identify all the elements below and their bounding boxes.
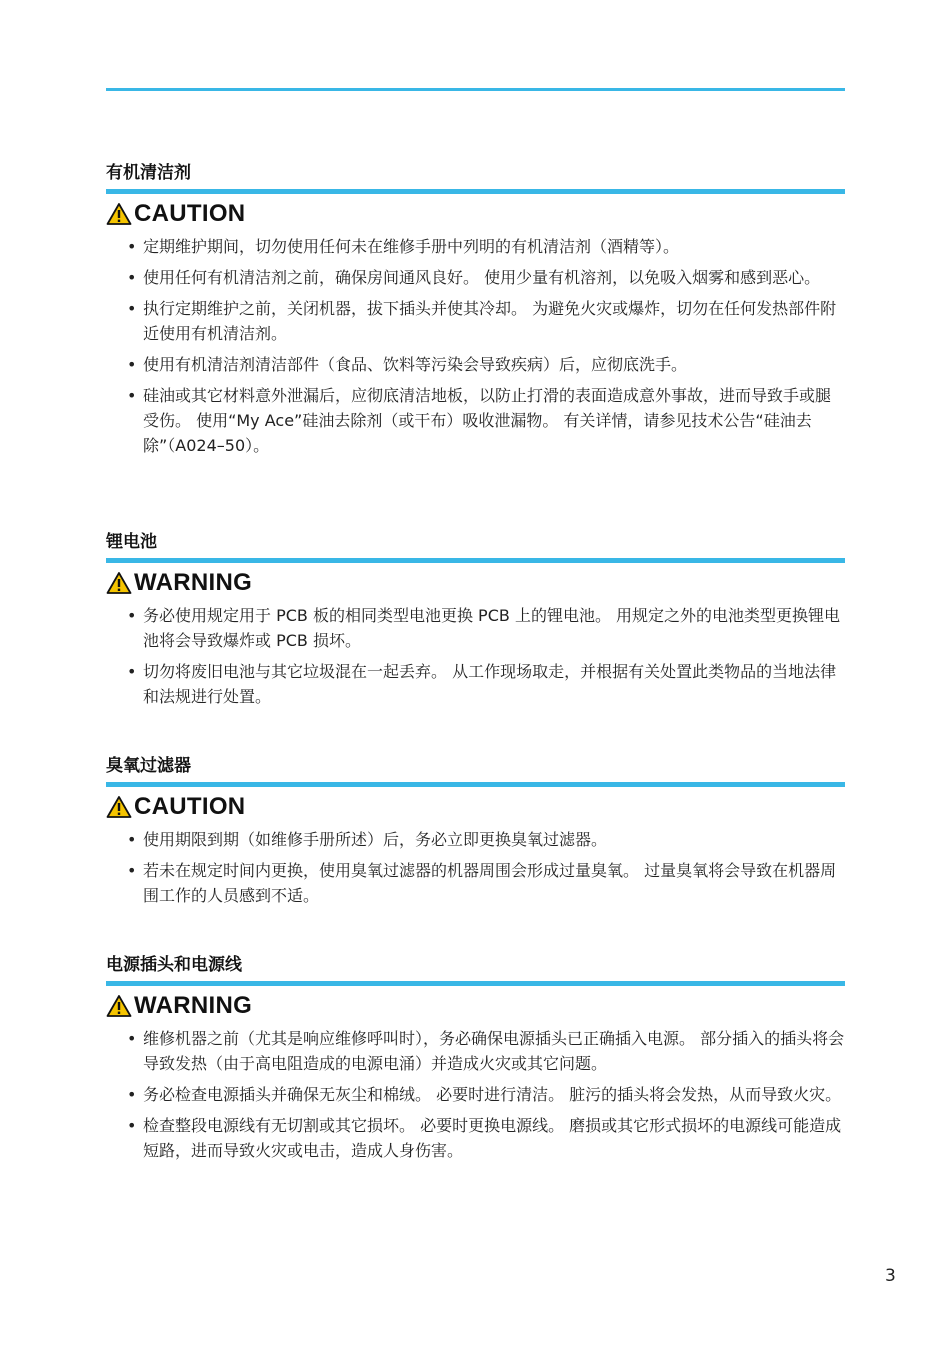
section-organic-cleaners bbox=[106, 161, 845, 464]
list-item: • 维修机器之前（尤其是响应维修呼叫时），务必确保电源插头已正确插入电源。 部分插入的插头将会导致发热（由于高电阻造成的电源电涌）并造成火灾或其它问题。 bbox=[127, 1029, 845, 1073]
top-rule bbox=[106, 88, 845, 91]
section-power-plug-cord bbox=[106, 953, 845, 1169]
list-item-text: 切勿将废旧电池与其它垃圾混在一起丢弃。 从工作现场取走，并根据有关处置此类物品的当地法律和法规进行处置。 bbox=[143, 662, 837, 706]
caution-alert bbox=[106, 200, 845, 228]
section-heading: 电源插头和电源线 bbox=[106, 955, 242, 975]
list-item: • 定期维护期间，切勿使用任何未在维修手册中列明的有机清洁剂（酒精等）。 bbox=[127, 237, 680, 256]
warning-triangle-icon bbox=[106, 795, 132, 819]
alert-label: WARNING bbox=[134, 569, 253, 596]
alert-label: CAUTION bbox=[134, 793, 246, 820]
section-ozone-filter bbox=[106, 754, 845, 914]
list-item-text: 执行定期维护之前，关闭机器，拔下插头并使其冷却。 为避免火灾或爆炸，切勿在任何发热部件附近使用有机清洁剂。 bbox=[143, 299, 837, 343]
warning-triangle-icon bbox=[106, 571, 132, 595]
list-item-text: 维修机器之前（尤其是响应维修呼叫时），务必确保电源插头已正确插入电源。 部分插入的插头将会导致发热（由于高电阻造成的电源电涌）并造成火灾或其它问题。 bbox=[143, 1029, 845, 1073]
list-item: • 使用任何有机清洁剂之前，确保房间通风良好。 使用少量有机溶剂，以免吸入烟雾和感到恶心。 bbox=[127, 268, 821, 287]
alert-label: CAUTION bbox=[134, 200, 246, 227]
heading-rule bbox=[106, 782, 845, 787]
warning-triangle-icon bbox=[106, 994, 132, 1018]
list-item: • 使用期限到期（如维修手册所述）后，务必立即更换臭氧过滤器。 bbox=[127, 830, 608, 849]
warning-alert bbox=[106, 992, 845, 1020]
alert-label: WARNING bbox=[134, 992, 253, 1019]
list-item: • 务必检查电源插头并确保无灰尘和棉绒。 必要时进行清洁。 脏污的插头将会发热，从而导致火灾。 bbox=[127, 1085, 842, 1104]
heading-rule bbox=[106, 189, 845, 194]
list-item-text: 使用期限到期（如维修手册所述）后，务必立即更换臭氧过滤器。 bbox=[143, 830, 608, 849]
list-item: • 执行定期维护之前，关闭机器，拔下插头并使其冷却。 为避免火灾或爆炸，切勿在任何发热部件附近使用有机清洁剂。 bbox=[127, 299, 837, 343]
section-heading: 锂电池 bbox=[106, 532, 157, 552]
warning-alert bbox=[106, 569, 845, 597]
list-item: • 务必使用规定用于 PCB 板的相同类型电池更换 PCB 上的锂电池。 用规定之外的电池类型更换锂电池将会导致爆炸或 PCB 损坏。 bbox=[127, 606, 841, 650]
list-item: • 硅油或其它材料意外泄漏后，应彻底清洁地板，以防止打滑的表面造成意外事故，进而导致手或腿受伤。 使用“My Ace”硅油去除剂（或干布）吸收泄漏物。 有关详情，请参见技术公告“硅油去除”（A024–50）。 bbox=[127, 386, 832, 455]
list-item-text: 若未在规定时间内更换，使用臭氧过滤器的机器周围会形成过量臭氧。 过量臭氧将会导致在机器周围工作的人员感到不适。 bbox=[143, 861, 837, 905]
bullet-list bbox=[106, 603, 845, 709]
bullet-list bbox=[106, 1026, 845, 1163]
warning-triangle-icon bbox=[106, 202, 132, 226]
list-item-text: 务必检查电源插头并确保无灰尘和棉绒。 必要时进行清洁。 脏污的插头将会发热，从而导致火灾。 bbox=[143, 1085, 842, 1104]
list-item-text: 使用任何有机清洁剂之前，确保房间通风良好。 使用少量有机溶剂，以免吸入烟雾和感到恶心。 bbox=[143, 268, 821, 287]
list-item-text: 检查整段电源线有无切割或其它损坏。 必要时更换电源线。 磨损或其它形式损坏的电源线可能造成短路，进而导致火灾或电击，造成人身伤害。 bbox=[143, 1116, 842, 1160]
list-item-text: 定期维护期间，切勿使用任何未在维修手册中列明的有机清洁剂（酒精等）。 bbox=[143, 237, 680, 256]
list-item-text: 硅油或其它材料意外泄漏后，应彻底清洁地板，以防止打滑的表面造成意外事故，进而导致手或腿受伤。 使用“My Ace”硅油去除剂（或干布）吸收泄漏物。 有关详情，请参见技术公告“硅油去除”（A024–50）。 bbox=[143, 386, 832, 455]
caution-alert bbox=[106, 793, 845, 821]
section-heading: 臭氧过滤器 bbox=[106, 756, 191, 776]
heading-rule bbox=[106, 558, 845, 563]
list-item: • 使用有机清洁剂清洁部件（食品、饮料等污染会导致疾病）后，应彻底洗手。 bbox=[127, 355, 688, 374]
bullet-list bbox=[106, 234, 845, 458]
list-item: • 切勿将废旧电池与其它垃圾混在一起丢弃。 从工作现场取走，并根据有关处置此类物品的当地法律和法规进行处置。 bbox=[127, 662, 837, 706]
list-item: • 若未在规定时间内更换，使用臭氧过滤器的机器周围会形成过量臭氧。 过量臭氧将会导致在机器周围工作的人员感到不适。 bbox=[127, 861, 837, 905]
section-lithium-battery bbox=[106, 530, 845, 715]
heading-rule bbox=[106, 981, 845, 986]
list-item-text: 务必使用规定用于 PCB 板的相同类型电池更换 PCB 上的锂电池。 用规定之外的电池类型更换锂电池将会导致爆炸或 PCB 损坏。 bbox=[143, 606, 841, 650]
list-item-text: 使用有机清洁剂清洁部件（食品、饮料等污染会导致疾病）后，应彻底洗手。 bbox=[143, 355, 688, 374]
bullet-list bbox=[106, 827, 845, 908]
page-number: 3 bbox=[885, 1266, 896, 1286]
section-heading: 有机清洁剂 bbox=[106, 163, 191, 183]
list-item: • 检查整段电源线有无切割或其它损坏。 必要时更换电源线。 磨损或其它形式损坏的电源线可能造成短路，进而导致火灾或电击，造成人身伤害。 bbox=[127, 1116, 842, 1160]
